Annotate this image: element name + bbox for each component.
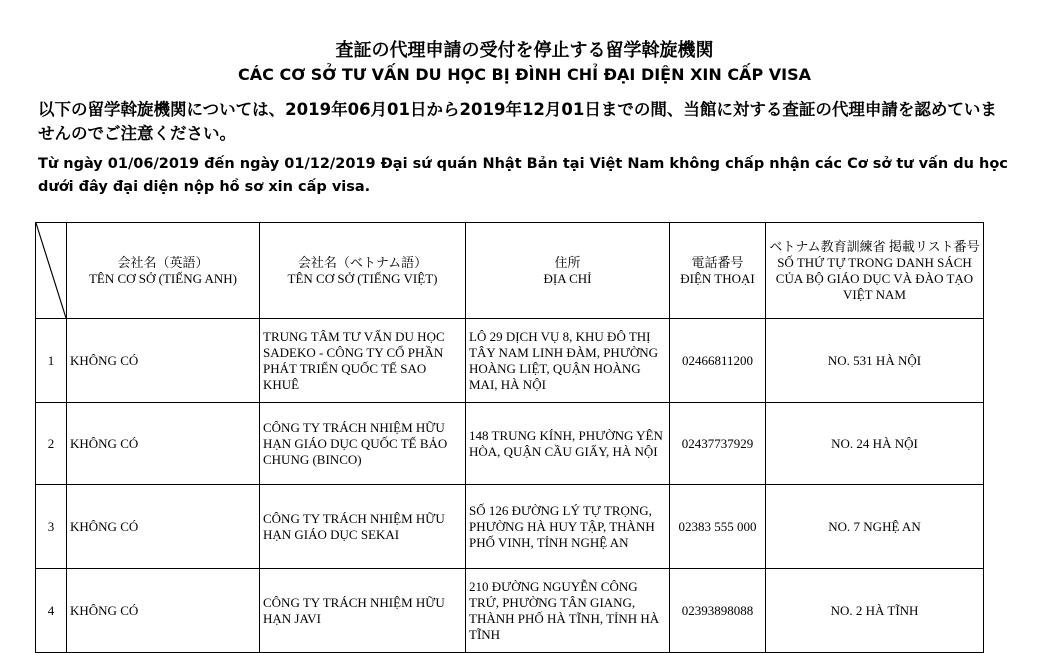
row-number: 2 bbox=[36, 403, 67, 485]
company-phone: 02466811200 bbox=[670, 319, 766, 403]
company-name-vi: CÔNG TY TRÁCH NHIỆM HỮU HẠN GIÁO DỤC SEKAI bbox=[260, 485, 466, 569]
row-number: 4 bbox=[36, 569, 67, 653]
table-row bbox=[36, 485, 984, 569]
column-header-name-vi bbox=[260, 223, 466, 319]
column-header-list-number-ja: ベトナム教育訓練省 掲載リスト番号 bbox=[769, 238, 980, 254]
page-title-vietnamese: CÁC CƠ SỞ TƯ VẤN DU HỌC BỊ ĐÌNH CHỈ ĐẠI DIỆN XIN CẤP VISA bbox=[238, 65, 811, 84]
ministry-list-number: NO. 24 HÀ NỘI bbox=[766, 403, 984, 485]
ministry-list-number: NO. 2 HÀ TĨNH bbox=[766, 569, 984, 653]
company-name-vi: CÔNG TY TRÁCH NHIỆM HỮU HẠN JAVI bbox=[260, 569, 466, 653]
page-title-japanese: 査証の代理申請の受付を停止する留学斡旋機関 bbox=[335, 40, 714, 61]
column-header-name-en-ja: 会社名（英語） bbox=[117, 254, 209, 270]
column-header-address bbox=[466, 223, 670, 319]
company-address: LÔ 29 DỊCH VỤ 8, KHU ĐÔ THỊ TÂY NAM LINH ĐÀM, PHƯỜNG HOÀNG LIỆT, QUẬN HOÀNG MAI, HÀ NỘI bbox=[466, 319, 670, 403]
company-name-en: KHÔNG CÓ bbox=[67, 485, 260, 569]
column-header-list-number-vi: SỐ THỨ TỰ TRONG DANH SÁCH CỦA BỘ GIÁO DỤC VÀ ĐÀO TẠO VIỆT NAM bbox=[775, 254, 974, 302]
company-name-vi: TRUNG TÂM TƯ VẤN DU HỌC SADEKO - CÔNG TY CỔ PHẦN PHÁT TRIỂN QUỐC TẾ SAO KHUÊ bbox=[260, 319, 466, 403]
column-header-phone bbox=[670, 223, 766, 319]
column-header-address-ja: 住所 bbox=[554, 254, 581, 270]
company-name-en: KHÔNG CÓ bbox=[67, 319, 260, 403]
column-header-address-vi: ĐỊA CHỈ bbox=[543, 270, 592, 286]
table-row bbox=[36, 569, 984, 653]
column-header-phone-vi: ĐIỆN THOẠI bbox=[680, 270, 755, 286]
company-phone: 02393898088 bbox=[670, 569, 766, 653]
diagonal-corner-cell bbox=[36, 223, 67, 319]
ministry-list-number: NO. 7 NGHỆ AN bbox=[766, 485, 984, 569]
company-address: SỐ 126 ĐƯỜNG LÝ TỰ TRỌNG, PHƯỜNG HÀ HUY TẬP, THÀNH PHỐ VINH, TỈNH NGHỆ AN bbox=[466, 485, 670, 569]
row-number: 3 bbox=[36, 485, 67, 569]
column-header-name-vi-ja: 会社名（ベトナム語） bbox=[297, 254, 428, 270]
column-header-name-en-vi: TÊN CƠ SỞ (TIẾNG ANH) bbox=[88, 270, 238, 286]
company-phone: 02383 555 000 bbox=[670, 485, 766, 569]
notice-japanese: 以下の留学斡旋機関については、2019年06月01日から2019年12月01日までの間、当館に対する査証の代理申請を認めていませんのでご注意ください。 bbox=[38, 100, 997, 143]
company-phone: 02437737929 bbox=[670, 403, 766, 485]
table-header-row bbox=[36, 223, 984, 319]
column-header-phone-ja: 電話番号 bbox=[691, 254, 744, 270]
diagonal-line bbox=[36, 223, 66, 318]
ministry-list-number: NO. 531 HÀ NỘI bbox=[766, 319, 984, 403]
company-name-vi: CÔNG TY TRÁCH NHIỆM HỮU HẠN GIÁO DỤC QUỐC TẾ BẢO CHUNG (BINCO) bbox=[260, 403, 466, 485]
table-row bbox=[36, 403, 984, 485]
company-name-en: KHÔNG CÓ bbox=[67, 403, 260, 485]
company-name-en: KHÔNG CÓ bbox=[67, 569, 260, 653]
column-header-name-vi-vi: TÊN CƠ SỞ (TIẾNG VIỆT) bbox=[287, 270, 438, 286]
notice-vietnamese: Từ ngày 01/06/2019 đến ngày 01/12/2019 Đại sứ quán Nhật Bản tại Việt Nam không chấp nhận các Cơ sở tư vấn du học dưới đây đại diện nộp hồ sơ xin cấp visa. bbox=[38, 156, 1008, 195]
suspended-agencies-table bbox=[35, 222, 984, 653]
row-number: 1 bbox=[36, 319, 67, 403]
column-header-name-en bbox=[67, 223, 260, 319]
column-header-list-number bbox=[766, 223, 984, 319]
table-row bbox=[36, 319, 984, 403]
company-address: 210 ĐƯỜNG NGUYỄN CÔNG TRỨ, PHƯỜNG TÂN GIANG, THÀNH PHỐ HÀ TĨNH, TỈNH HÀ TĨNH bbox=[466, 569, 670, 653]
company-address: 148 TRUNG KÍNH, PHƯỜNG YÊN HÒA, QUẬN CẦU GIẤY, HÀ NỘI bbox=[466, 403, 670, 485]
